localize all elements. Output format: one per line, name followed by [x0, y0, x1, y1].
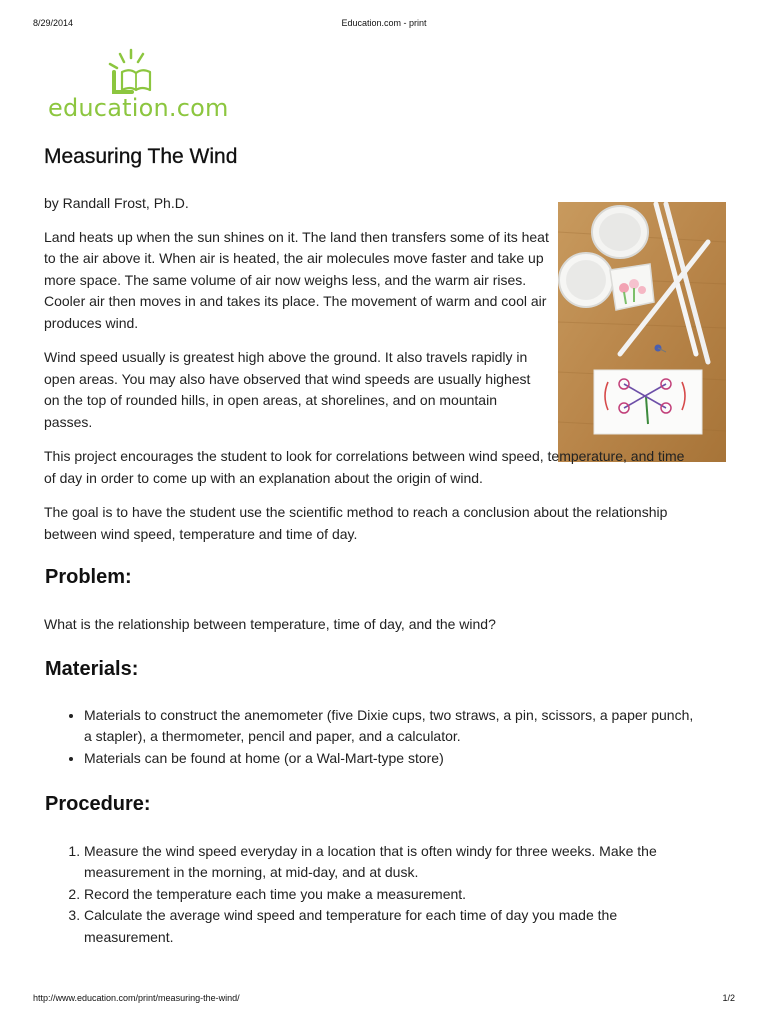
book-logo-icon [98, 48, 218, 96]
article-content [44, 193, 700, 948]
list-item: 2. Record the temperature each time you make a measurement. [84, 884, 700, 906]
paragraph: This project encourages the student to look for correlations between wind speed, temperature, and time of day in order to come up with an explanation about the origin of wind. [44, 448, 685, 486]
byline: by Randall Frost, Ph.D. [44, 195, 189, 211]
logo-text: education.com [48, 94, 229, 122]
materials-heading: Materials: [45, 658, 139, 680]
paragraph: Wind speed usually is greatest high above the ground. It also travels rapidly in open areas. You may also have observed that wind speeds are usually highest on the top of rounded hills, in open areas, at shorelines, and on mountain passes. [44, 349, 531, 430]
paragraph: Land heats up when the sun shines on it. The land then transfers some of its heat to the air above it. When air is heated, the air molecules move faster and take up more space. The same volume of air now weighs less, and the warm air rises. Cooler air then moves in and takes its place. The movement of warm and cool air produces wind. [44, 228, 549, 331]
problem-text: What is the relationship between temperature, time of day, and the wind? [44, 615, 496, 632]
page-number: 1/2 [722, 993, 735, 1003]
print-title: Education.com - print [341, 18, 427, 28]
list-item: 3. Calculate the average wind speed and temperature for each time of day you made the measurement. [84, 905, 700, 948]
problem-heading: Problem: [45, 566, 132, 588]
print-footer [33, 993, 735, 1007]
procedure-list [44, 841, 700, 949]
print-header [33, 18, 735, 32]
print-date: 8/29/2014 [33, 18, 74, 28]
education-logo[interactable] [48, 48, 248, 128]
paragraph: The goal is to have the student use the scientific method to reach a conclusion about the relationship between wind speed, temperature and time of day. [44, 504, 668, 542]
list-item: • Materials to construct the anemometer (five Dixie cups, two straws, a pin, scissors, a paper punch, a stapler), a thermometer, pencil and paper, and a calculator. [84, 705, 700, 748]
page-url[interactable]: http://www.education.com/print/measuring-the-wind/ [33, 993, 240, 1003]
list-item: 1. Measure the wind speed everyday in a location that is often windy for three weeks. Make the measurement in the morning, at mid-day, and at dusk. [84, 841, 700, 884]
procedure-heading: Procedure: [45, 793, 151, 815]
list-item: • Materials can be found at home (or a Wal-Mart-type store) [84, 748, 700, 770]
page-title: Measuring The Wind [44, 145, 238, 168]
materials-list [44, 705, 700, 770]
